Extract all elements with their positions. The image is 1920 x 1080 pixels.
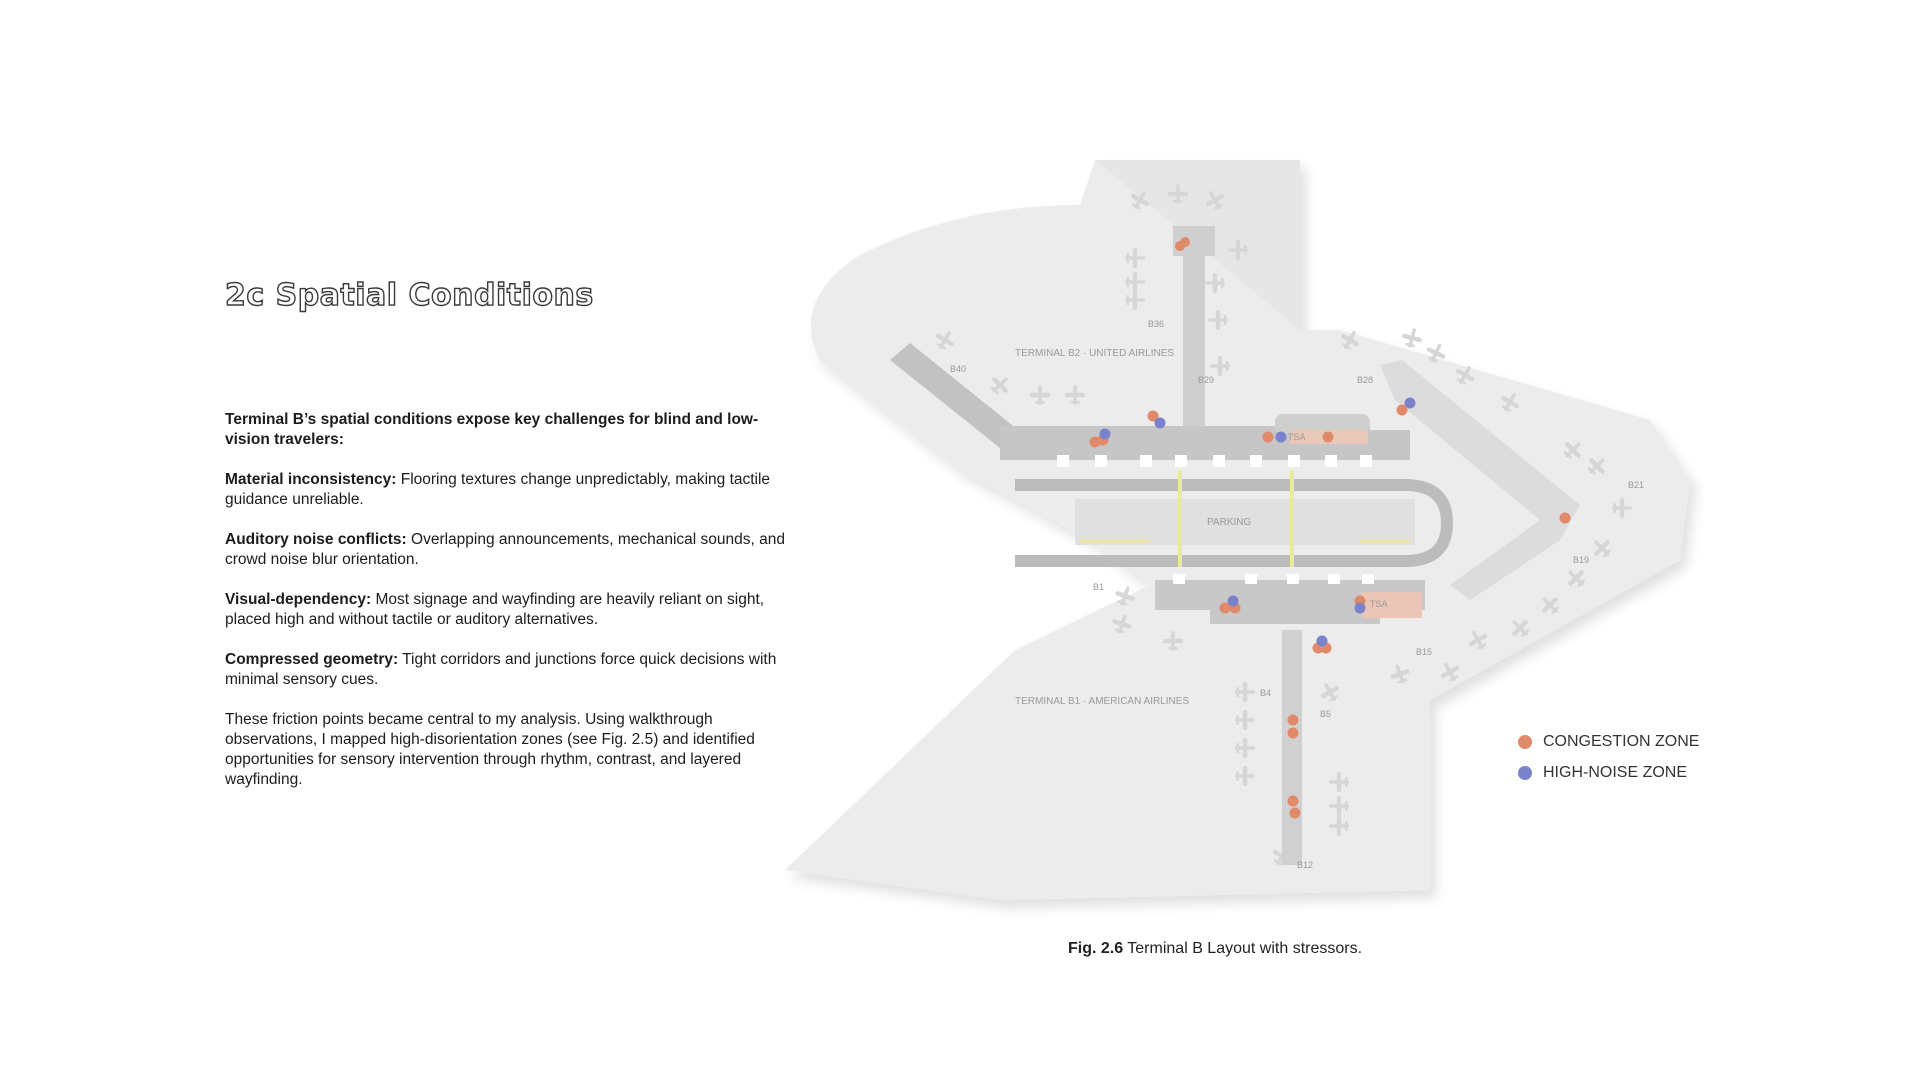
section-title: 2c Spatial Conditions [225, 278, 594, 313]
figure-number: Fig. 2.6 [1068, 940, 1124, 957]
body-text [225, 410, 795, 810]
gate-label-b28: B28 [1357, 375, 1374, 385]
legend-high-noise-label: HIGH-NOISE ZONE [1543, 763, 1688, 781]
gate-label-b36: B36 [1148, 319, 1165, 329]
closing-paragraph: These friction points became central to my analysis. Using walkthrough observations, I mapped high-disorientation zones (see Fig. 2.5) and identified opportunities for sensory intervention through rhythm, contrast, and layered wayfinding. [225, 711, 755, 788]
point-visual: Visual-dependency: Most signage and wayfinding are heavily reliant on sight, placed high and without tactile or auditory alternatives. [225, 591, 765, 628]
map-legend [1518, 726, 1699, 788]
legend-high-noise [1518, 757, 1699, 788]
point-material: Material inconsistency: Flooring textures change unpredictably, making tactile guidance unreliable. [225, 471, 771, 508]
gate-label-b1: B1 [1093, 582, 1105, 592]
terminal-map-svg [770, 140, 1720, 920]
gate-label-b19: B19 [1573, 555, 1590, 565]
tsa-label-south: TSA [1370, 599, 1388, 609]
congestion-dot-icon [1518, 735, 1532, 749]
intro-paragraph: Terminal B’s spatial conditions expose key challenges for blind and low-vision travelers: [225, 411, 759, 448]
gate-label-b12: B12 [1297, 860, 1314, 870]
terminal-b1-label: TERMINAL B1 · AMERICAN AIRLINES [1015, 696, 1190, 707]
legend-congestion-label: CONGESTION ZONE [1543, 732, 1700, 750]
tsa-label-north: TSA [1288, 432, 1306, 442]
terminal-map [770, 140, 1720, 920]
gate-label-b21: B21 [1628, 480, 1645, 490]
gate-label-b5: B5 [1320, 709, 1332, 719]
gate-label-b4: B4 [1260, 688, 1272, 698]
parking-label: PARKING [1207, 517, 1252, 528]
gate-label-b15: B15 [1416, 647, 1433, 657]
figure-caption [1068, 940, 1362, 958]
legend-congestion [1518, 726, 1699, 757]
figure-caption-text: Terminal B Layout with stressors. [1123, 940, 1363, 957]
point-geometry: Compressed geometry: Tight corridors and junctions force quick decisions with minimal sensory cues. [225, 651, 777, 688]
terminal-b2-label: TERMINAL B2 · UNITED AIRLINES [1015, 348, 1175, 359]
gate-label-b29: B29 [1198, 375, 1215, 385]
gate-label-b40: B40 [950, 364, 967, 374]
high-noise-dot-icon [1518, 766, 1532, 780]
point-auditory: Auditory noise conflicts: Overlapping announcements, mechanical sounds, and crowd noise blur orientation. [225, 531, 785, 568]
